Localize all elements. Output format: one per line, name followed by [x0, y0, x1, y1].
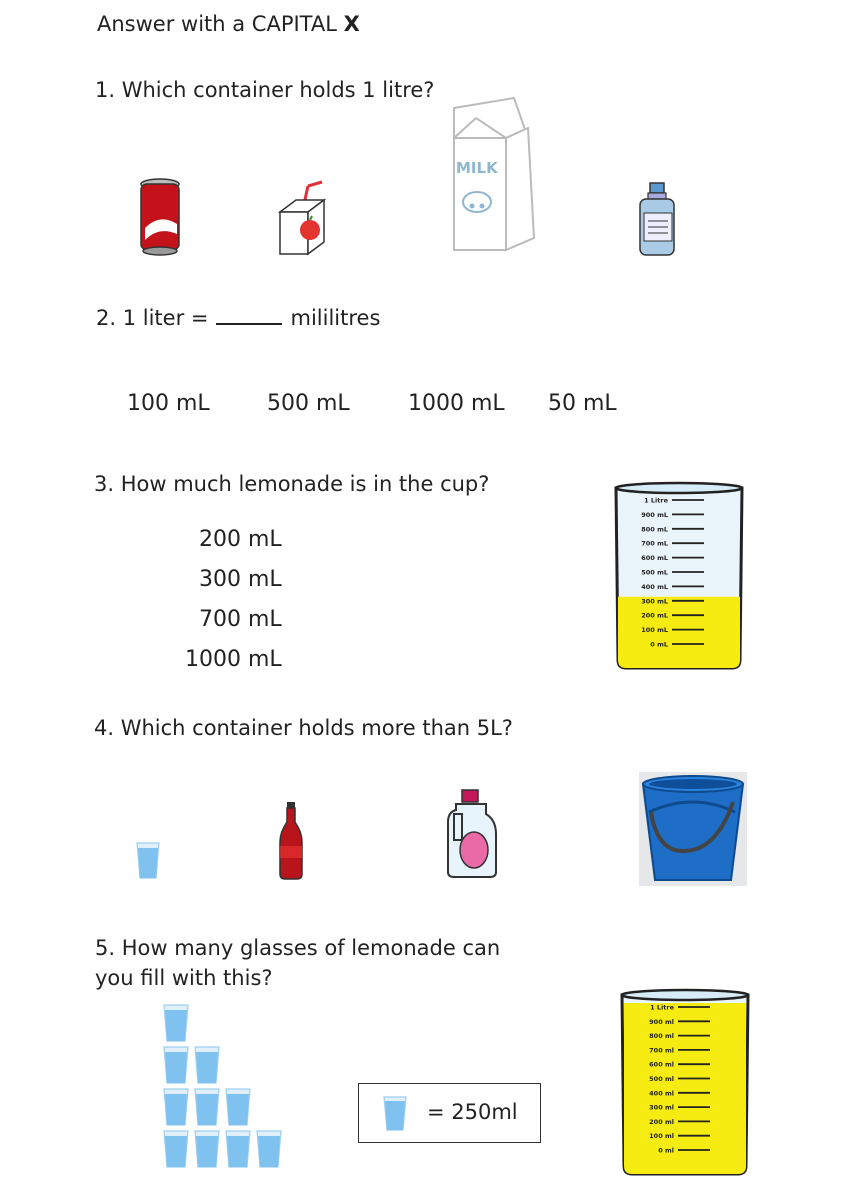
- beaker-q5-tick-label: 200 ml: [649, 1117, 674, 1126]
- beaker-q5-tick-label: 600 ml: [649, 1060, 674, 1069]
- answer-blank[interactable]: [216, 305, 282, 325]
- stacked-glass-icon: [226, 1131, 250, 1167]
- stacked-glass-icon: [164, 1005, 188, 1041]
- beaker-q5-tick-label: 1 Litre: [650, 1003, 674, 1012]
- measuring-beaker-q5: [620, 985, 750, 1180]
- beaker-q3-tick-label: 900 mL: [641, 510, 668, 519]
- question-3: 3. How much lemonade is in the cup?: [94, 472, 490, 496]
- measuring-beaker-q3: [614, 478, 744, 674]
- question-2: [96, 305, 380, 330]
- q2-option-2[interactable]: 500 mL: [267, 391, 350, 416]
- stacked-glass-icon: [195, 1131, 219, 1167]
- water-glass-icon[interactable]: [136, 842, 160, 879]
- beaker-q3-tick-label: 200 mL: [641, 611, 668, 620]
- instruction: [97, 12, 360, 36]
- beaker-q3-tick-label: 700 mL: [641, 539, 668, 548]
- q3-option-3[interactable]: 700 mL: [199, 607, 282, 632]
- q2-option-4[interactable]: 50 mL: [548, 391, 617, 416]
- beaker-q5-tick-label: 100 ml: [649, 1132, 674, 1141]
- beaker-q3-tick-label: 400 mL: [641, 582, 668, 591]
- question-5-line-1: 5. How many glasses of lemonade can: [95, 936, 501, 960]
- q2-option-3[interactable]: 1000 mL: [408, 391, 505, 416]
- beaker-q5-tick-label: 500 ml: [649, 1075, 674, 1083]
- question-2-prefix: 2. 1 liter =: [96, 306, 209, 330]
- question-5-line-2: you fill with this?: [95, 966, 273, 990]
- question-1: 1. Which container holds 1 litre?: [95, 78, 435, 102]
- beaker-q5-tick-label: 900 ml: [649, 1017, 674, 1026]
- beaker-q3-lemonade: [618, 597, 740, 668]
- water-glass-icon: [383, 1096, 407, 1131]
- stacked-glass-icon: [195, 1047, 219, 1083]
- instruction-text: Answer with a CAPITAL: [97, 12, 337, 36]
- beaker-q5-tick-label: 800 ml: [649, 1032, 674, 1041]
- q2-option-1[interactable]: 100 mL: [127, 391, 210, 416]
- stacked-glass-icon: [164, 1089, 188, 1125]
- instruction-capital-x: X: [343, 12, 360, 36]
- beaker-q5-tick-label: 300 ml: [649, 1103, 674, 1112]
- soda-bottle-icon[interactable]: [278, 802, 304, 880]
- q3-option-1[interactable]: 200 mL: [199, 527, 282, 552]
- beaker-q5-tick-label: 0 ml: [658, 1146, 674, 1155]
- beaker-q3-tick-label: 100 mL: [641, 626, 668, 635]
- medicine-bottle-icon[interactable]: [638, 183, 676, 257]
- stacked-glass-icon: [257, 1131, 281, 1167]
- equation-box: [358, 1083, 541, 1143]
- q3-option-2[interactable]: 300 mL: [199, 567, 282, 592]
- beaker-q3-tick-label: 300 mL: [641, 597, 668, 606]
- beaker-q5-lemonade: [624, 1003, 746, 1174]
- juice-box-icon[interactable]: [278, 182, 330, 256]
- beaker-q3-tick-label: 1 Litre: [644, 496, 668, 505]
- beaker-q5-rim: [622, 990, 748, 1000]
- beaker-q5-tick-label: 400 ml: [649, 1089, 674, 1098]
- question-4: 4. Which container holds more than 5L?: [94, 716, 513, 740]
- equation-text: = 250ml: [427, 1100, 518, 1124]
- milk-label: MILK: [456, 159, 498, 177]
- stacked-glass-icon: [164, 1047, 188, 1083]
- beaker-q3-tick-label: 0 mL: [650, 640, 668, 649]
- beaker-q3-rim: [616, 483, 742, 493]
- beaker-q5-tick-label: 700 ml: [649, 1046, 674, 1055]
- beaker-q3-tick-label: 600 mL: [641, 554, 668, 563]
- stacked-glass-icon: [195, 1089, 219, 1125]
- stacked-glass-icon: [164, 1131, 188, 1167]
- detergent-bottle-icon[interactable]: [446, 790, 498, 878]
- q3-option-4[interactable]: 1000 mL: [185, 647, 282, 672]
- soda-can-icon[interactable]: [137, 178, 183, 258]
- question-2-suffix: mililitres: [290, 306, 381, 330]
- bucket-icon[interactable]: [639, 772, 747, 886]
- glass-stack: [160, 1005, 290, 1171]
- beaker-q3-tick-label: 500 mL: [641, 568, 668, 577]
- stacked-glass-icon: [226, 1089, 250, 1125]
- milk-carton-icon[interactable]: [446, 98, 536, 252]
- beaker-q3-tick-label: 800 mL: [641, 525, 668, 534]
